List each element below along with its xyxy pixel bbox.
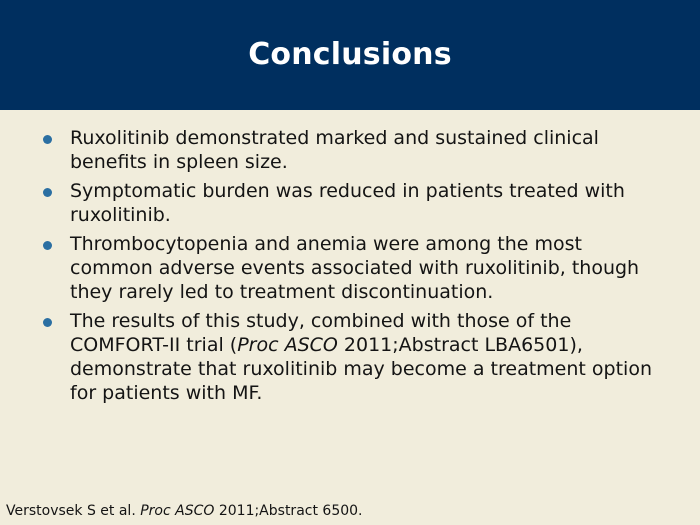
citation-authors: Verstovsek S et al. [6, 503, 141, 519]
bullet-text-part: 2011;Abstract LBA6501), demonstrate that ruxolitinib may become a treatment option for patients with MF. [70, 334, 652, 404]
bullet-text: Symptomatic burden was reduced in patients treated with ruxolitinib. [70, 180, 625, 226]
title-bar [0, 0, 700, 110]
bullet-list [0, 126, 700, 410]
bullet-item [0, 309, 700, 405]
bullet-item [0, 179, 700, 227]
bullet-item [0, 126, 700, 174]
bullet-text-part: The results of this study, combined with those of the COMFORT-II trial ( [70, 310, 572, 356]
citation-footer [6, 502, 362, 520]
bullet-dot-icon [43, 188, 52, 197]
bullet-dot-icon [43, 135, 52, 144]
bullet-text: Thrombocytopenia and anemia were among the most common adverse events associated with ruxolitinib, though they rarely led to treatment discontinuation. [70, 233, 640, 303]
bullet-dot-icon [43, 318, 52, 327]
citation-journal: Proc ASCO [140, 503, 215, 519]
citation-details: 2011;Abstract 6500. [214, 503, 363, 519]
journal-name: Proc ASCO [237, 334, 338, 356]
bullet-dot-icon [43, 241, 52, 250]
bullet-text: Ruxolitinib demonstrated marked and sustained clinical benefits in spleen size. [70, 127, 599, 173]
slide-title: Conclusions [248, 36, 452, 72]
bullet-item [0, 232, 700, 304]
